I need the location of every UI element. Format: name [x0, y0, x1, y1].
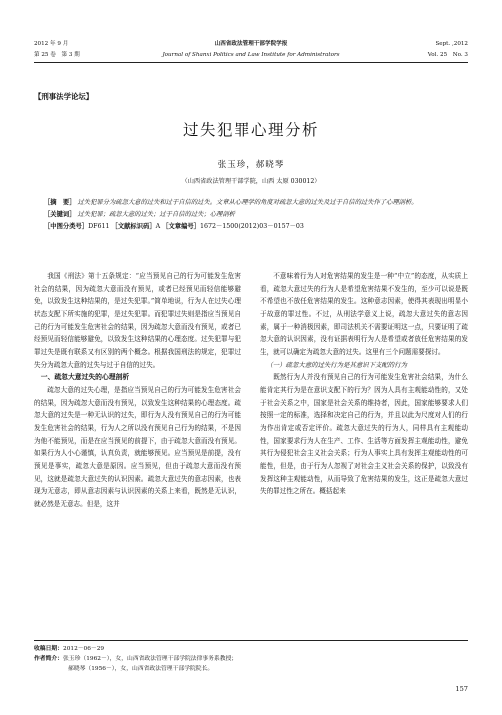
- keywords: [36, 209, 466, 221]
- article-title: 过失犯罪心理分析: [182, 121, 319, 139]
- author-bio: [34, 654, 468, 664]
- clc-value: DF611: [88, 222, 110, 230]
- article-number-label: ［文章编号］: [162, 222, 200, 230]
- footnotes: [34, 644, 468, 674]
- header-vol-en: Vol. 25 No. 3: [427, 52, 468, 58]
- right-paragraph-1: 不意味着行为人对危害结果的发生是一种“中立”的态度，从实质上看，疏忽大意过失的行为人是希望危害结果不发生的，至少可以说是既不希望也不放任危害结果的发生。这种意志因素，使得其表现出明显小于故意的罪过性。不过，从刑法学意义上说，疏忽大意过失的意志因素，属于一种消极因素，即司法机关不需要证明这一点，只要证明了疏忽大意的认识因素，没有证据表明行为人是希望或者放任危害结果的发生，就可以确定为疏忽大意的过失。这里有三个问题需要探讨。: [260, 272, 468, 356]
- left-paragraph-2: 疏忽大意的过失心理，是指应当预见自己的行为可能发生危害社会的结果，因为疏忽大意而没有预见，以致发生这种结果的心理态度。疏忽大意的过失是一种无认识的过失，即行为人没有预见自己的行为可能发生危害社会的结果，行为人之所以没有预见自己行为的结果，不是因为他不能预见，而是在应当预见的前提下，由于疏忽大意而没有预见。如果行为人小心谨慎，认真负责，就能够预见。应当预见是前提，没有预见是事实，疏忽大意是原因。应当预见，但由于疏忽大意而没有预见，这就是疏忽大意过失的认识因素。疏忽大意过失的意志因素，也表现为无意志，即从意志因素与认识因素的关系上来看，既然是无认识，就必然是无意志。但是，这并: [34, 385, 241, 508]
- article-authors: 张玉珍，郝晓琴: [217, 160, 285, 170]
- footnote-rule: [34, 640, 468, 641]
- doc-code-label: ［文献标识码］: [111, 222, 156, 230]
- section-heading-1: 一、疏忽大意过失的心理剖析: [40, 373, 130, 382]
- bio-line-2: 郝晓琴（1956－），女，山西省政法管理干部学院院长。: [68, 666, 214, 672]
- bio-label: 作者简介：: [34, 656, 63, 662]
- clc-label: ［中图分类号］: [44, 222, 89, 230]
- article-number-value: 1672－1500(2012)03－0157－03: [199, 222, 304, 230]
- left-paragraph-1: 我国《刑法》第十五条规定：“应当预见自己的行为可能发生危害社会的结果，因为疏忽大意而没有预见，或者已经预见而轻信能够避免，以致发生这种结果的，是过失犯罪。”简单地说，行为人在过失心理状态支配下所实施的犯罪，是过失犯罪。而犯罪过失则是指应当预见自己的行为可能发生危害社会的结果，因为疏忽大意而没有预见，或者已经预见而轻信能够避免，以致发生这种结果的心理态度。过失犯罪与犯罪过失是既有联系又有区别的两个概念。根据我国刑法的规定，犯罪过失分为疏忽大意的过失与过于自信的过失。: [34, 272, 241, 369]
- keywords-text: 过失犯罪；疏忽大意的过失；过于自信的过失；心理剖析: [77, 210, 235, 218]
- classification-line: [36, 221, 466, 233]
- abstract-text: 过失犯罪分为疏忽大意的过失和过于自信的过失。文章从心理学的角度对疏忽大意的过失及过于自信的过失作了心理剖析。: [77, 199, 418, 206]
- doc-code-value: A: [155, 222, 161, 230]
- bio-line-1: 张玉珍（1962－），女，山西省政法管理干部学院法律事务系教授；: [63, 656, 238, 662]
- left-column: [34, 270, 241, 510]
- header-date: 2012 年 9 月: [34, 41, 69, 47]
- keywords-label: ［关键词］: [44, 210, 76, 218]
- section-tag: 【刑事法学论坛】: [34, 92, 94, 101]
- received-label: 收稿日期：: [34, 646, 63, 652]
- right-column: [260, 270, 468, 498]
- header-journal-cn: 山西省政法管理干部学院学报: [214, 41, 288, 47]
- author-affiliation: （山西省政法管理干部学院，山西 太原 030012）: [181, 178, 321, 185]
- page-number: 157: [455, 685, 468, 693]
- author-bio-2: [34, 664, 468, 674]
- received-date: [34, 644, 468, 654]
- right-paragraph-2: 既然行为人并没有预见自己的行为可能发生危害社会结果，为什么能肯定其行为是在意识支配下的行为？因为人具有主观能动性的，又处于社会关系之中，国家是社会关系的维持者，因此，国家能够要求人们按照一定的标准，选择和决定自己的行为，并且以此为尺度对人们的行为作出肯定或否定评价。疏忽大意过失的行为人，同样具有主观能动性，国家要求行为人在生产、工作、生活等方面发挥主观能动性，避免其行为侵犯社会主义社会关系；行为人事实上具有发挥主观能动性的可能性，但是，由于行为人忽视了对社会主义社会关系的保护，以致没有发挥这种主观能动性，从而导致了危害结果的发生，这正是疏忽大意过失的罪过性之所在。概括起来: [260, 373, 468, 496]
- subsection-heading-1: （一）疏忽大意的过失行为是其意识下支配的行为: [266, 360, 407, 369]
- abstract-block: [36, 197, 466, 232]
- abstract-label: ［摘 要］: [44, 199, 76, 206]
- header-rule: [34, 62, 468, 63]
- header-date-en: Sept. ,2012: [435, 41, 468, 47]
- header-issue: 第 25 卷 第 3 期: [34, 52, 80, 58]
- abstract: [36, 197, 466, 209]
- header-journal-en: Journal of Shanxi Politics and Law Institute for Administrators: [162, 52, 340, 58]
- received-value: 2012－06－29: [63, 646, 105, 652]
